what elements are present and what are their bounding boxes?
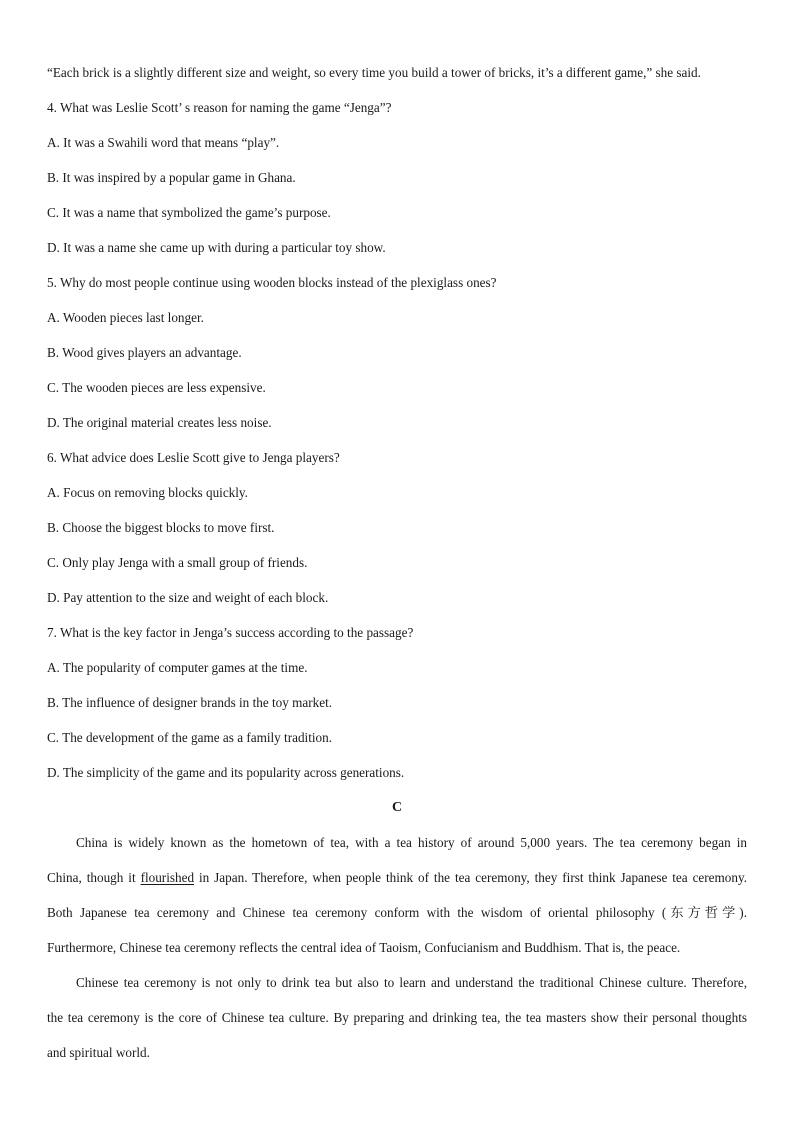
paragraph-line: China is widely known as the hometown of tea, with a tea history of around 5,000 years. The tea ceremony began in bbox=[76, 835, 747, 850]
option-b: B. It was inspired by a popular game in Ghana. bbox=[47, 170, 296, 185]
paragraph-line-end: in Japan. Therefore, when people think of the tea ceremony, they first think Japanese tea ceremony. bbox=[194, 870, 748, 885]
option-c: C. The development of the game as a family tradition. bbox=[47, 730, 333, 745]
underlined-word: flourished bbox=[140, 870, 195, 885]
option-b: B. Wood gives players an advantage. bbox=[47, 345, 242, 360]
option-b: B. Choose the biggest blocks to move first. bbox=[47, 520, 275, 535]
document-page bbox=[47, 55, 747, 1070]
paragraph-line-start: China, though it bbox=[47, 870, 141, 885]
paragraph-line: Both Japanese tea ceremony and Chinese tea ceremony conform with the wisdom of oriental philosophy (东方哲学). bbox=[47, 905, 747, 920]
option-c: C. The wooden pieces are less expensive. bbox=[47, 380, 266, 395]
option-d: D. The simplicity of the game and its popularity across generations. bbox=[47, 765, 405, 780]
paragraph-line: Furthermore, Chinese tea ceremony reflects the central idea of Taoism, Confucianism and Buddhism. That is, the peace. bbox=[47, 940, 681, 955]
option-b: B. The influence of designer brands in the toy market. bbox=[47, 695, 333, 710]
paragraph-line: and spiritual world. bbox=[47, 1045, 150, 1060]
passage-paragraph-1 bbox=[47, 825, 747, 965]
option-a: A. Wooden pieces last longer. bbox=[47, 310, 204, 325]
section-heading: C bbox=[391, 800, 403, 815]
intro-quote: “Each brick is a slightly different size and weight, so every time you build a tower of bricks, it’s a different game,” she said. bbox=[47, 65, 701, 80]
option-a: A. Focus on removing blocks quickly. bbox=[47, 485, 248, 500]
question-6 bbox=[47, 440, 747, 615]
question-5 bbox=[47, 265, 747, 440]
option-d: D. The original material creates less noise. bbox=[47, 415, 272, 430]
option-d: D. It was a name she came up with during a particular toy show. bbox=[47, 240, 386, 255]
option-a: A. It was a Swahili word that means “play”. bbox=[47, 135, 280, 150]
question-stem: 7. What is the key factor in Jenga’s success according to the passage? bbox=[47, 625, 414, 640]
option-c: C. It was a name that symbolized the game’s purpose. bbox=[47, 205, 331, 220]
paragraph-line: Chinese tea ceremony is not only to drink tea but also to learn and understand the traditional Chinese culture. Therefore, bbox=[76, 975, 747, 990]
option-a: A. The popularity of computer games at the time. bbox=[47, 660, 308, 675]
question-stem: 4. What was Leslie Scott’ s reason for naming the game “Jenga”? bbox=[47, 100, 392, 115]
option-c: C. Only play Jenga with a small group of friends. bbox=[47, 555, 308, 570]
question-4 bbox=[47, 90, 747, 265]
option-d: D. Pay attention to the size and weight of each block. bbox=[47, 590, 329, 605]
question-7 bbox=[47, 615, 747, 790]
paragraph-line: the tea ceremony is the core of Chinese tea culture. By preparing and drinking tea, the tea masters show their personal thoughts bbox=[47, 1010, 747, 1025]
question-stem: 6. What advice does Leslie Scott give to Jenga players? bbox=[47, 450, 340, 465]
question-stem: 5. Why do most people continue using wooden blocks instead of the plexiglass ones? bbox=[47, 275, 497, 290]
passage-paragraph-2 bbox=[47, 965, 747, 1070]
